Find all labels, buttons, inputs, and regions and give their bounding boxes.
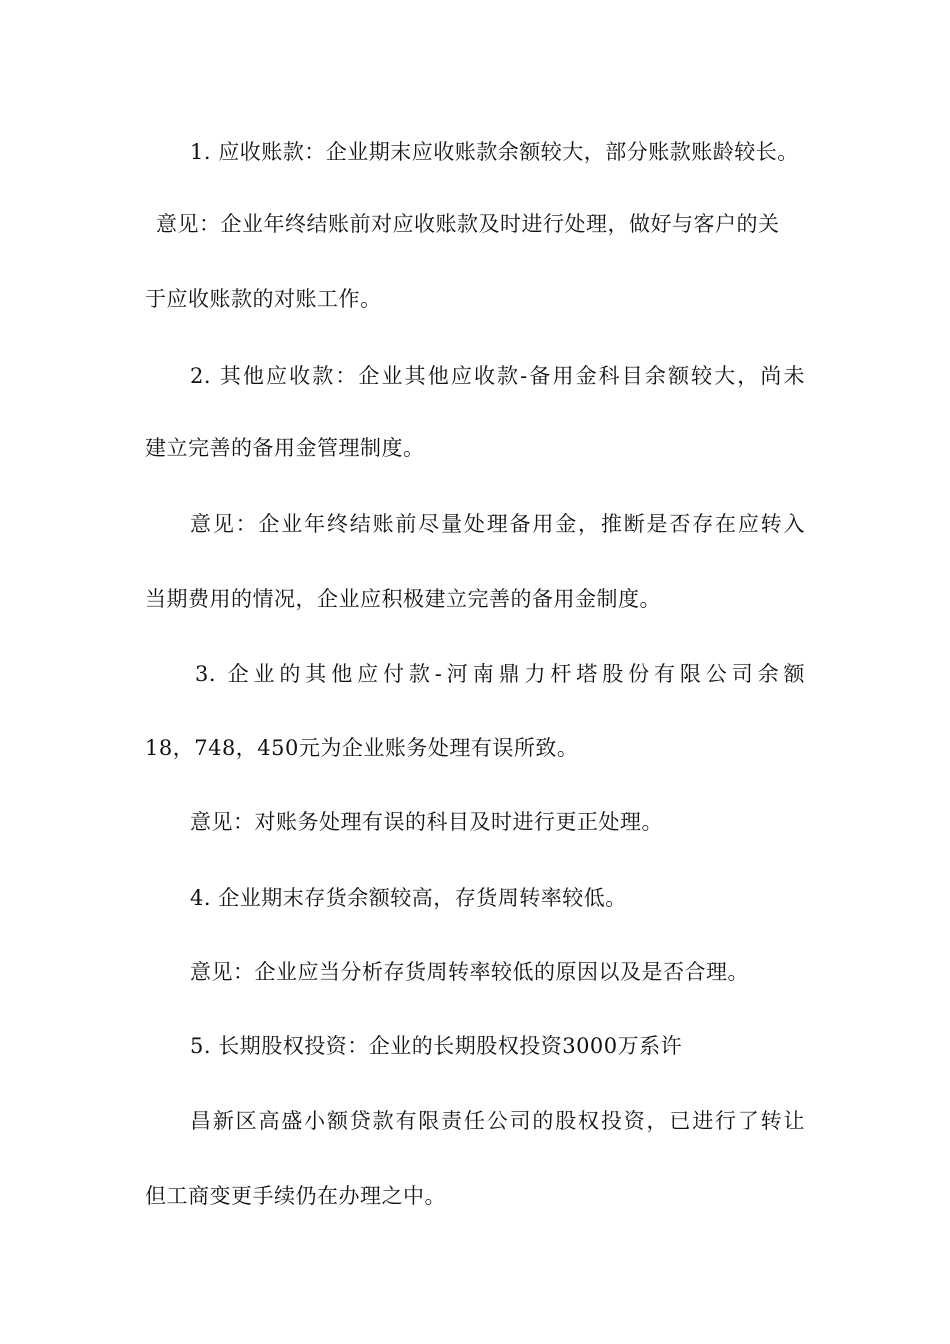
item-5-long-term-equity-line-2: 昌新区高盛小额贷款有限责任公司的股权投资，已进行了转让	[190, 1109, 805, 1133]
opinion-4: 意见：企业应当分析存货周转率较低的原因以及是否合理。	[190, 960, 749, 984]
item-3-other-payables-line-2: 18，748，450元为企业账务处理有误所致。	[145, 736, 579, 760]
item-1-accounts-receivable: 1. 应收账款：企业期末应收账款余额较大，部分账款账龄较长。	[190, 140, 799, 164]
item-2-other-receivables-line-2: 建立完善的备用金管理制度。	[145, 436, 425, 460]
item-5-long-term-equity-line-1: 5. 长期股权投资：企业的长期股权投资3000万系许	[190, 1034, 683, 1058]
opinion-3: 意见：对账务处理有误的科目及时进行更正处理。	[190, 810, 663, 834]
opinion-1-line-2: 于应收账款的对账工作。	[145, 287, 382, 311]
item-4-inventory: 4. 企业期末存货余额较高，存货周转率较低。	[190, 886, 627, 910]
item-3-other-payables-line-1: 3. 企业的其他应付款-河南鼎力杆塔股份有限公司余额	[195, 662, 805, 686]
opinion-1-line-1: 意见：企业年终结账前对应收账款及时进行处理，做好与客户的关	[156, 212, 780, 236]
opinion-2-line-2: 当期费用的情况，企业应积极建立完善的备用金制度。	[145, 587, 661, 611]
item-5-long-term-equity-line-3: 但工商变更手续仍在办理之中。	[145, 1184, 446, 1208]
item-2-other-receivables-line-1: 2. 其他应收款：企业其他应收款-备用金科目余额较大，尚未	[190, 364, 805, 388]
opinion-2-line-1: 意见：企业年终结账前尽量处理备用金，推断是否存在应转入	[190, 512, 805, 536]
